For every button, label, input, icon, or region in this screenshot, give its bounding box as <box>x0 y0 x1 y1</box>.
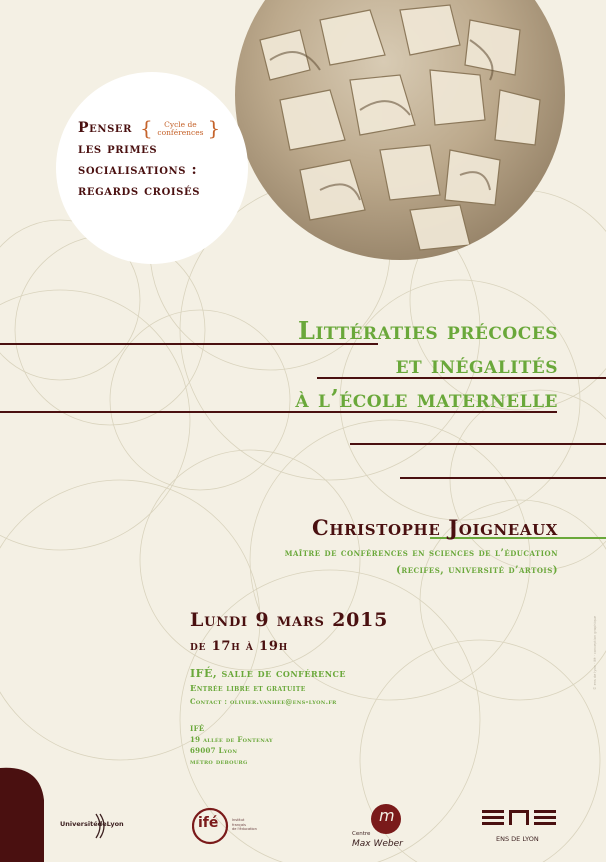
speaker-role-line2: (recifes, université d’artois) <box>396 565 558 576</box>
series-title <box>78 118 221 202</box>
ife-logo-sub: Institut français de l'éducation <box>232 818 257 831</box>
event-venue: IFÉ, salle de conférence <box>190 667 346 680</box>
event-contact[interactable]: Contact : olivier.vanhee@ens-lyon.fr <box>190 697 337 706</box>
address-line2: 19 allée de Fontenay <box>190 735 273 744</box>
speaker-role-line1: maître de conférences en sciences de l’éducation <box>284 548 558 559</box>
series-line2: les primes <box>78 141 158 157</box>
max-weber-name: Max Weber <box>352 839 403 849</box>
address-block <box>190 723 273 767</box>
address-line3: 69007 Lyon <box>190 746 238 755</box>
udl-logo <box>60 808 140 844</box>
series-line3: socialisations : <box>78 162 198 178</box>
title-line1: Littératies précoces <box>297 316 558 345</box>
udl-logo-text: UniversitédeLyon <box>60 820 124 828</box>
max-weber-mark: m <box>379 806 395 825</box>
series-line1: Penser <box>78 120 133 136</box>
event-time: de 17h à 19h <box>190 639 289 654</box>
series-line4: regards croisés <box>78 183 201 199</box>
ife-logo-text: ifé <box>198 815 219 831</box>
max-weber-logo <box>348 802 418 852</box>
event-access: Entrée libre et gratuite <box>190 684 306 694</box>
max-weber-centre: Centre <box>352 831 371 837</box>
cycle-label: Cycle de conférences <box>157 119 204 137</box>
ens-logo-icon <box>482 810 566 832</box>
credit-text: © ens de lyon · ifé · conception graphique <box>593 615 597 690</box>
speaker-name: Christophe Joigneaux <box>312 515 558 540</box>
address-line1: IFÉ <box>190 724 205 733</box>
address-line4: métro debourg <box>190 757 248 766</box>
ens-logo-text: ENS DE LYON <box>496 835 539 843</box>
title-line3: à l’école maternelle <box>295 384 558 413</box>
event-date: Lundi 9 mars 2015 <box>190 609 389 631</box>
right-brace-icon: } <box>207 116 221 140</box>
left-brace-icon: { <box>140 116 154 140</box>
title-line2: et inégalités <box>395 350 558 379</box>
ife-logo <box>192 806 272 846</box>
ens-logo <box>482 810 566 846</box>
corner-tab <box>0 768 44 862</box>
